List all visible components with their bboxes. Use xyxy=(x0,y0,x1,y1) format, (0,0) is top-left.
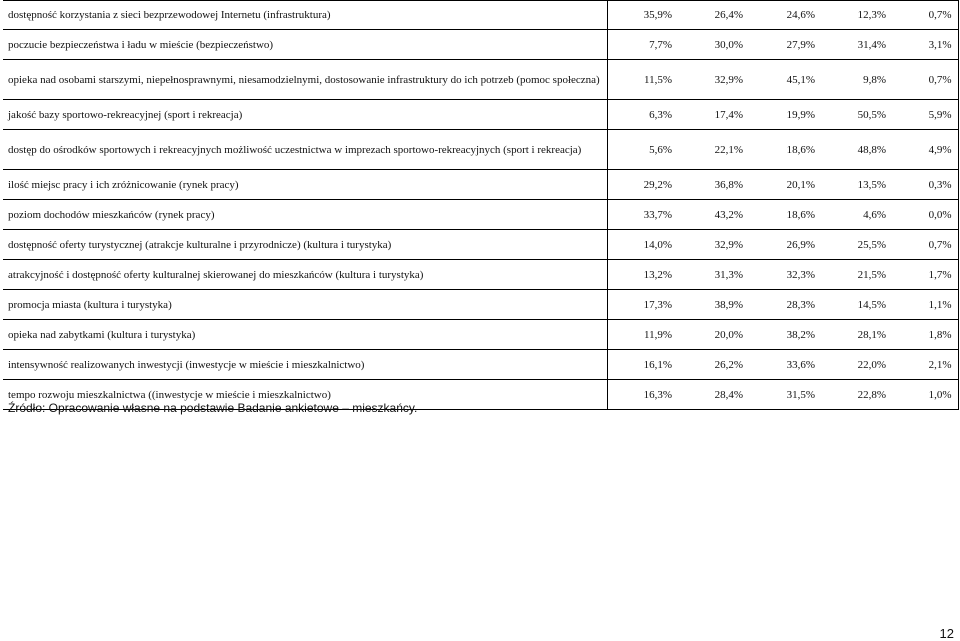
percentage-cell: 20,0% xyxy=(676,320,747,350)
table-row xyxy=(3,260,958,290)
percentage-cell: 21,5% xyxy=(819,260,890,290)
row-label: ilość miejsc pracy i ich zróżnicowanie (rynek pracy) xyxy=(3,170,607,200)
percentage-cell: 11,9% xyxy=(607,320,676,350)
source-note: Źródło: Opracowanie własne na podstawie Badanie ankietowe – mieszkańcy. xyxy=(8,401,418,415)
table-row xyxy=(3,320,958,350)
percentage-cell: 11,5% xyxy=(607,60,676,100)
percentage-cell: 26,9% xyxy=(747,230,819,260)
percentage-cell: 50,5% xyxy=(819,100,890,130)
percentage-cell: 32,9% xyxy=(676,60,747,100)
row-label: dostępność korzystania z sieci bezprzewodowej Internetu (infrastruktura) xyxy=(3,1,607,30)
percentage-cell: 16,1% xyxy=(607,350,676,380)
percentage-cell: 13,2% xyxy=(607,260,676,290)
percentage-cell: 22,8% xyxy=(819,380,890,410)
percentage-cell: 26,2% xyxy=(676,350,747,380)
percentage-cell: 25,5% xyxy=(819,230,890,260)
table-row xyxy=(3,170,958,200)
percentage-cell: 28,3% xyxy=(747,290,819,320)
row-label: opieka nad osobami starszymi, niepełnosprawnymi, niesamodzielnymi, dostosowanie infrastruktury do ich potrzeb (pomoc społeczna) xyxy=(3,60,607,100)
table-row xyxy=(3,30,958,60)
percentage-cell: 14,5% xyxy=(819,290,890,320)
percentage-cell: 9,8% xyxy=(819,60,890,100)
table-row xyxy=(3,130,958,170)
percentage-cell: 4,9% xyxy=(890,130,958,170)
row-label: atrakcyjność i dostępność oferty kulturalnej skierowanej do mieszkańców (kultura i turystyka) xyxy=(3,260,607,290)
percentage-cell: 16,3% xyxy=(607,380,676,410)
percentage-cell: 12,3% xyxy=(819,1,890,30)
percentage-cell: 5,9% xyxy=(890,100,958,130)
row-label: tempo rozwoju mieszkalnictwa ((inwestycje w mieście i mieszkalnictwo) xyxy=(3,380,607,410)
percentage-cell: 26,4% xyxy=(676,1,747,30)
row-label: opieka nad zabytkami (kultura i turystyka) xyxy=(3,320,607,350)
percentage-cell: 28,1% xyxy=(819,320,890,350)
percentage-cell: 1,0% xyxy=(890,380,958,410)
percentage-cell: 6,3% xyxy=(607,100,676,130)
percentage-cell: 43,2% xyxy=(676,200,747,230)
percentage-cell: 20,1% xyxy=(747,170,819,200)
percentage-cell: 4,6% xyxy=(819,200,890,230)
percentage-cell: 0,3% xyxy=(890,170,958,200)
row-label: poziom dochodów mieszkańców (rynek pracy) xyxy=(3,200,607,230)
percentage-cell: 28,4% xyxy=(676,380,747,410)
percentage-cell: 35,9% xyxy=(607,1,676,30)
percentage-cell: 0,7% xyxy=(890,60,958,100)
percentage-cell: 1,7% xyxy=(890,260,958,290)
row-label: dostępność oferty turystycznej (atrakcje kulturalne i przyrodnicze) (kultura i turystyka) xyxy=(3,230,607,260)
survey-results-table xyxy=(3,0,959,410)
percentage-cell: 27,9% xyxy=(747,30,819,60)
table-row xyxy=(3,290,958,320)
percentage-cell: 24,6% xyxy=(747,1,819,30)
row-label: poczucie bezpieczeństwa i ładu w mieście (bezpieczeństwo) xyxy=(3,30,607,60)
percentage-cell: 45,1% xyxy=(747,60,819,100)
percentage-cell: 31,3% xyxy=(676,260,747,290)
percentage-cell: 22,0% xyxy=(819,350,890,380)
percentage-cell: 31,4% xyxy=(819,30,890,60)
table-row xyxy=(3,230,958,260)
row-label: dostęp do ośrodków sportowych i rekreacyjnych możliwość uczestnictwa w imprezach sportowo-rekreacyjnych (sport i rekreacja) xyxy=(3,130,607,170)
table-row xyxy=(3,200,958,230)
percentage-cell: 36,8% xyxy=(676,170,747,200)
row-label: promocja miasta (kultura i turystyka) xyxy=(3,290,607,320)
percentage-cell: 5,6% xyxy=(607,130,676,170)
page-number: 12 xyxy=(939,626,954,641)
table-row xyxy=(3,350,958,380)
percentage-cell: 17,3% xyxy=(607,290,676,320)
percentage-cell: 7,7% xyxy=(607,30,676,60)
percentage-cell: 32,9% xyxy=(676,230,747,260)
percentage-cell: 19,9% xyxy=(747,100,819,130)
row-label: intensywność realizowanych inwestycji (inwestycje w mieście i mieszkalnictwo) xyxy=(3,350,607,380)
table-row xyxy=(3,100,958,130)
table-row xyxy=(3,1,958,30)
percentage-cell: 38,2% xyxy=(747,320,819,350)
percentage-cell: 38,9% xyxy=(676,290,747,320)
percentage-cell: 33,7% xyxy=(607,200,676,230)
percentage-cell: 33,6% xyxy=(747,350,819,380)
percentage-cell: 17,4% xyxy=(676,100,747,130)
percentage-cell: 13,5% xyxy=(819,170,890,200)
row-label: jakość bazy sportowo-rekreacyjnej (sport i rekreacja) xyxy=(3,100,607,130)
percentage-cell: 0,7% xyxy=(890,1,958,30)
percentage-cell: 14,0% xyxy=(607,230,676,260)
percentage-cell: 0,0% xyxy=(890,200,958,230)
percentage-cell: 3,1% xyxy=(890,30,958,60)
percentage-cell: 22,1% xyxy=(676,130,747,170)
percentage-cell: 1,8% xyxy=(890,320,958,350)
percentage-cell: 18,6% xyxy=(747,130,819,170)
percentage-cell: 18,6% xyxy=(747,200,819,230)
table-row xyxy=(3,60,958,100)
percentage-cell: 29,2% xyxy=(607,170,676,200)
percentage-cell: 32,3% xyxy=(747,260,819,290)
percentage-cell: 2,1% xyxy=(890,350,958,380)
percentage-cell: 1,1% xyxy=(890,290,958,320)
percentage-cell: 48,8% xyxy=(819,130,890,170)
percentage-cell: 31,5% xyxy=(747,380,819,410)
percentage-cell: 0,7% xyxy=(890,230,958,260)
percentage-cell: 30,0% xyxy=(676,30,747,60)
